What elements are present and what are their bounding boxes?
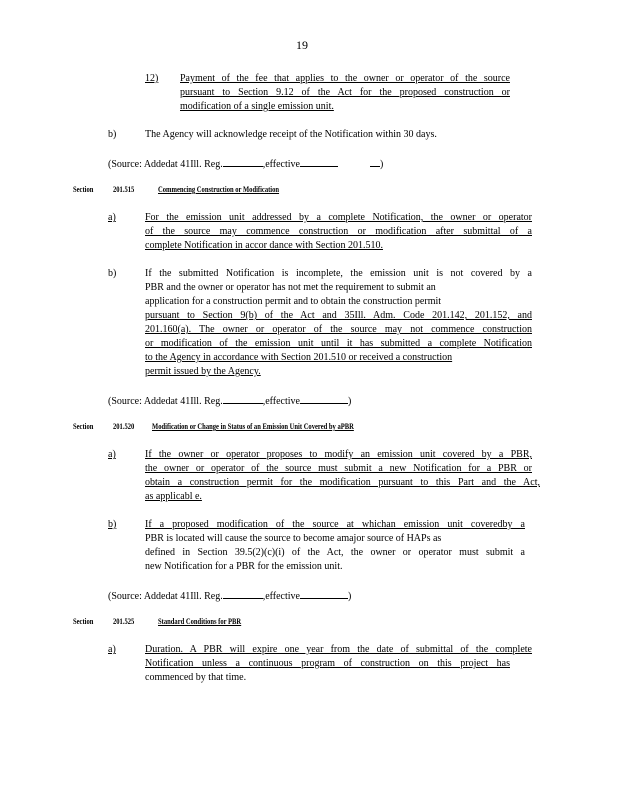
clause-a-line: of the source may commence construction or modification after submittal of a	[145, 226, 532, 237]
blank-line	[300, 156, 338, 167]
item-12-label: 12)	[145, 73, 159, 84]
item-b-text: The Agency will acknowledge receipt of the Notification within 30 days.	[145, 129, 437, 140]
clause-b-line: to the Agency in accordance with Section 201.510 or received a construction	[145, 352, 453, 363]
clause-a-line: If the owner or operator proposes to modify an emission unit covered by a PBR,	[145, 449, 532, 460]
blank-line	[223, 156, 263, 167]
section-title: Commencing Construction or Modification	[158, 185, 280, 194]
section-label: Section	[73, 185, 94, 194]
clause-b-label: b)	[108, 268, 117, 279]
source-note-prefix: (Source: Addedat 41Ill. Reg.	[108, 396, 223, 407]
clause-a-line: commenced by that time.	[145, 672, 247, 683]
item-12-line: modification of a single emission unit.	[180, 101, 334, 112]
item-b-label: b)	[108, 129, 117, 140]
clause-a-line: complete Notification in accor dance with Section 201.510.	[145, 240, 383, 251]
source-note-close: )	[348, 591, 352, 602]
clause-b-label: b)	[108, 519, 117, 530]
source-note-effective: ,effective	[262, 591, 300, 602]
clause-b-line: permit issued by the Agency.	[145, 366, 261, 377]
clause-a-label: a)	[108, 449, 116, 460]
section-number: 201.520	[113, 422, 135, 431]
source-note-prefix: (Source: Addedat 41Ill. Reg.	[108, 591, 223, 602]
clause-b-line: If the submitted Notification is incomplete, the emission unit is not covered by a	[145, 268, 532, 279]
clause-a-line: obtain a construction permit for the modification pursuant to this Part and the Act,	[145, 477, 540, 488]
clause-b-line: defined in Section 39.5(2)(c)(i) of the Act, the owner or operator must submit a	[145, 547, 525, 558]
section-title: Modification or Change in Status of an Emission Unit Covered by aPBR	[152, 422, 354, 431]
clause-a-line: the owner or operator of the source must submit a new Notification for a PBR or	[145, 463, 532, 474]
blank-line	[223, 588, 263, 599]
section-label: Section	[73, 617, 94, 626]
blank-line	[223, 393, 263, 404]
source-note	[108, 393, 351, 409]
source-note-prefix: (Source: Addedat 41Ill. Reg.	[108, 159, 223, 170]
section-label: Section	[73, 422, 94, 431]
source-note-effective: ,effective	[262, 159, 300, 170]
blank-line	[300, 588, 348, 599]
clause-a-line: For the emission unit addressed by a complete Notification, the owner or operator	[145, 212, 532, 223]
source-note-close: )	[348, 396, 352, 407]
source-note-close: )	[380, 159, 384, 170]
clause-b-line: PBR and the owner or operator has not met the requirement to submit an	[145, 282, 436, 293]
clause-b-line: or modification of the emission unit until it has submitted a complete Notification	[145, 338, 532, 349]
blank-line	[370, 156, 380, 167]
clause-b-line: If a proposed modification of the source at whichan emission unit coveredby a	[145, 519, 525, 530]
clause-b-line: PBR is located will cause the source to become amajor source of HAPs as	[145, 533, 442, 544]
section-title: Standard Conditions for PBR	[158, 617, 242, 626]
section-number: 201.515	[113, 185, 135, 194]
clause-b-line: pursuant to Section 9(b) of the Act and 35Ill. Adm. Code 201.142, 201.152, and	[145, 310, 532, 321]
blank-line	[300, 393, 348, 404]
section-number: 201.525	[113, 617, 135, 626]
item-12-line: Payment of the fee that applies to the owner or operator of the source	[180, 73, 510, 84]
clause-a-line: Notification unless a continuous program of construction on this project has	[145, 658, 510, 669]
source-note-effective: ,effective	[262, 396, 300, 407]
clause-b-line: 201.160(a). The owner or operator of the source may not commence construction	[145, 324, 532, 335]
clause-b-line: new Notification for a PBR for the emission unit.	[145, 561, 343, 572]
source-note	[108, 156, 383, 172]
clause-a-label: a)	[108, 644, 116, 655]
item-12-line: pursuant to Section 9.12 of the Act for the proposed construction or	[180, 87, 510, 98]
page-number: 19	[296, 38, 308, 52]
source-note	[108, 588, 351, 604]
clause-a-label: a)	[108, 212, 116, 223]
clause-a-line: Duration. A PBR will expire one year from the date of submittal of the complete	[145, 644, 532, 655]
clause-b-line: application for a construction permit and to obtain the construction permit	[145, 296, 442, 307]
clause-a-line: as applicabl e.	[145, 491, 202, 502]
